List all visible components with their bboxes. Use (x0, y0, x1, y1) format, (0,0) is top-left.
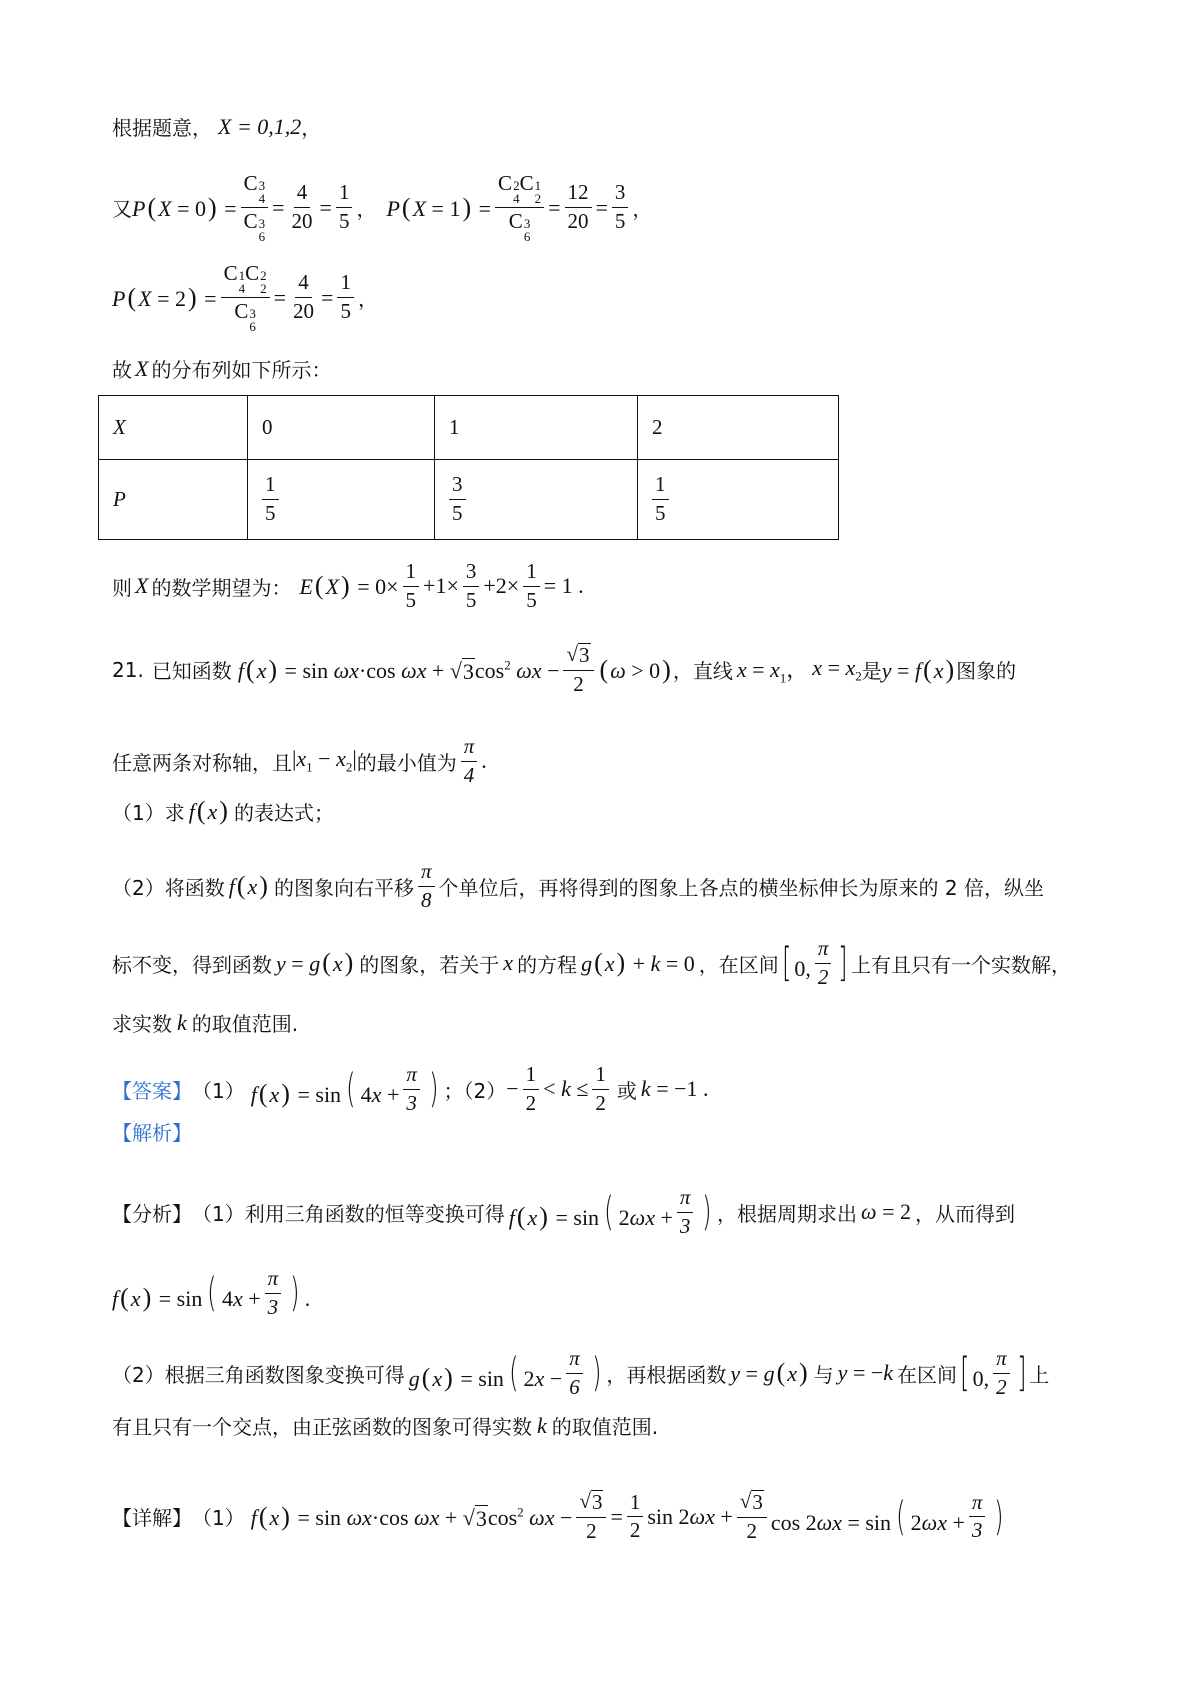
fenxi-text: （1）利用三角函数的恒等变换可得 (192, 1201, 505, 1226)
answer-tag: 【答案】 (112, 1078, 192, 1103)
interval-0-pi2: [ 0, (781, 940, 811, 987)
table-cell: X (99, 396, 248, 460)
axis-x1: $x = x_1$， (736, 656, 809, 686)
part2-text: 的方程 (517, 952, 578, 977)
frac-num: 3 (449, 473, 466, 500)
frac-num: 1 (262, 473, 279, 500)
frac-pi-2: $\frac{\pi}{2}$ (815, 937, 832, 989)
answer-part2-label: ；（2） (443, 1078, 507, 1103)
y-gx: y = g(x) (276, 948, 354, 978)
q21-part1 (112, 796, 334, 826)
table-cell: P (99, 460, 248, 540)
gu-text: 故 (112, 358, 132, 382)
frac-pi-3-b: $\frac{\pi}{3}$ (677, 1186, 694, 1238)
frac-c43-c63: C 3 4 C 3 6 (241, 172, 269, 243)
q21-line-1: 21. 已知函数 f(x) = sin ωx·cos ωx + √ 3 $\cos^2 \omega x$ − √ 3 2 (ω > 0) ，直线 $x = x_1$， $x = x_2$ 是 y = f(x) 图象的 (112, 642, 1017, 696)
frac-1-5-d: $\frac{1}{5}$ (523, 560, 540, 612)
frac-den: 5 (452, 501, 463, 525)
prob-line-1: 又 P(X = 0) = C 3 4 C 3 6 = $\frac{4}{20}$ = $\frac{1}{5}$ ， P(X = 1) = C 2 4 C 1 2 C 3 6 = $\frac{12}{20}$ = $\frac{3}{5}$ ， (112, 171, 653, 244)
fx: f(x) (188, 796, 228, 825)
fx-definition: f(x) = sin ωx·cos ωx + √ 3 $\cos^2 \omega x$ − (237, 654, 560, 684)
frac-4-20: $\frac{4}{20}$ (291, 180, 313, 233)
interval-0-pi2-b: [ 0, (960, 1350, 990, 1397)
frac-sqrt3-2-c: √ 3 2 (737, 1490, 767, 1543)
fenxi-text: ，从而得到 (915, 1201, 1016, 1226)
q21-part2-line2: 标不变，得到函数 y = g(x) 的图象，若关于 x 的方程 g(x) + k = 0 ，在区间 [ 0, $\frac{\pi}{2}$ ] 上有且只有一个实数解， (112, 936, 1072, 989)
frac-num: 1 (652, 473, 669, 500)
part2-text: ，在区间 (698, 952, 779, 977)
prob-line-2: P(X = 2) = C 1 4 C 2 2 C 3 6 = $\frac{4}{20}$ = $\frac{1}{5}$ ， (112, 261, 378, 334)
fenxi-text: （2）根据三角函数图象变换可得 (112, 1362, 405, 1387)
frac-den: 5 (655, 501, 666, 525)
var-x: x (503, 950, 514, 976)
q21-text: 图象的 (956, 659, 1017, 684)
prefix-you: 又 (112, 197, 132, 221)
q21-text: 已知函数 (151, 659, 232, 684)
comma: ， (301, 116, 322, 140)
frac-den: 5 (265, 501, 276, 525)
fenxi-line-1: 【分析】 （1）利用三角函数的恒等变换可得 f(x) = sin ( 2ωx + $\frac{\pi}{3}$ ) ，根据周期求出 ω = 2 ，从而得到 (112, 1185, 1016, 1238)
expectation-text: 的数学期望为： (151, 575, 292, 600)
part2-text: 标不变，得到函数 (112, 952, 272, 977)
y-fx: y = f(x) (881, 654, 955, 684)
detail-part1: （1） (192, 1506, 245, 1531)
part1-label: （1）求 (112, 800, 185, 825)
fenxi-line-4 (112, 1411, 658, 1440)
ze-text: 则 (112, 575, 132, 600)
table-cell: 1 (435, 396, 638, 460)
table-cell: 0 (248, 396, 435, 460)
intro-line (112, 112, 321, 141)
part2-text: 的取值范围. (191, 1012, 299, 1036)
fenxi-text: 与 (813, 1362, 834, 1387)
answer-line: 【答案】 （1） f(x) = sin ( 4x + $\frac{\pi}{3}$ ) ；（2） − $\frac{1}{2}$ < k ≤ $\frac{1}{2}$ 或 k = −1 . (112, 1062, 709, 1115)
fenxi-text: ，再根据函数 (606, 1362, 727, 1387)
y-eq-minus-k: y = −k (837, 1360, 894, 1386)
frac-c41c22-c63: C 1 4 C 2 2 C 3 6 (221, 262, 270, 333)
frac-3-5: $\frac{3}{5}$ (612, 181, 629, 233)
frac-pi-8: $\frac{\pi}{8}$ (418, 860, 435, 912)
part2-text: （2）将函数 (112, 875, 225, 900)
q21-part2-line3 (112, 1008, 298, 1037)
q21-line-2: 任意两条对称轴，且 $|x_1 - x_2|$ 的最小值为 $\frac{\pi}{4}$ . (112, 734, 487, 787)
analysis-line (112, 1117, 192, 1146)
fenxi-text: 的取值范围. (551, 1415, 659, 1439)
frac-1-5-c: $\frac{1}{5}$ (403, 560, 420, 612)
frac-c42c21-c63: C 2 4 C 1 2 C 3 6 (495, 172, 544, 243)
q21-text: ，直线 (672, 659, 733, 684)
table-cell (248, 460, 435, 540)
frac-pi-6: $\frac{\pi}{6}$ (566, 1347, 583, 1399)
expectation-line: 则 X 的数学期望为： E(X) = 0× $\frac{1}{5}$ +1× $\frac{3}{5}$ +2× $\frac{1}{5}$ = 1 . (112, 559, 584, 612)
table-cell: 2 (638, 396, 839, 460)
question-number: 21. (112, 657, 144, 682)
q21-text: 的最小值为 (356, 750, 457, 775)
var-x: X (135, 355, 149, 381)
frac-pi-4: $\frac{\pi}{4}$ (461, 735, 478, 787)
detail-tag: 【详解】 (112, 1506, 192, 1531)
detail-formula: f(x) = sin ωx·cos ωx + √ 3 $\cos^2 \omega x$ − (250, 1501, 573, 1531)
q21-text: 任意两条对称轴，且 (112, 750, 292, 775)
x-values: X = 0,1,2 (218, 113, 302, 139)
q21-text: 是 (861, 659, 882, 684)
fenxi-line-2: f(x) = sin ( 4x + $\frac{\pi}{3}$ ) . (112, 1266, 311, 1319)
frac-pi-2-b: $\frac{\pi}{2}$ (993, 1347, 1010, 1399)
fenxi-text: ，根据周期求出 (717, 1201, 858, 1226)
y-gx-b: y = g(x) (730, 1358, 808, 1388)
omega-eq-2: ω = 2 (861, 1199, 912, 1225)
q21-part2-line1 (112, 860, 1044, 912)
fenxi-text: 有且只有一个交点，由正弦函数的图象可得实数 (112, 1415, 532, 1439)
p-x0-formula: P(X = 0) = (132, 192, 237, 222)
frac-pi-3-c: $\frac{\pi}{3}$ (265, 1267, 282, 1319)
frac-1-2-b: $\frac{1}{2}$ (592, 1063, 609, 1115)
answer-fx: f(x) = sin ( 4x + (250, 1066, 400, 1113)
var-k: k (177, 1009, 187, 1035)
fx-sin-2wx: f(x) = sin ( 2ωx + (508, 1189, 673, 1236)
part2-text: 上有且只有一个实数解， (851, 952, 1072, 977)
equation-gx-k: g(x) + k = 0 (581, 948, 695, 978)
distribution-intro (112, 354, 331, 383)
fx: f(x) (228, 871, 268, 901)
part2-text: 的图象，若关于 (359, 952, 500, 977)
frac-1-2: $\frac{1}{2}$ (523, 1063, 540, 1115)
part2-text: 个单位后，再将得到的图象上各点的横坐标伸长为原来的 2 倍，纵坐 (438, 875, 1044, 900)
part2-text: 求实数 (112, 1012, 172, 1036)
frac-sqrt3-2: √ 3 2 (563, 643, 593, 696)
fenxi-tag: 【分析】 (112, 1201, 192, 1226)
distribution-text: 的分布列如下所示： (151, 358, 332, 382)
part2-text: 的图象向右平移 (273, 875, 414, 900)
answer-or: 或 (616, 1078, 637, 1103)
fenxi-text: 上 (1029, 1362, 1050, 1387)
k-eq-minus1: k = −1 . (640, 1076, 709, 1102)
frac-pi-3: $\frac{\pi}{3}$ (403, 1063, 420, 1115)
frac-1-2-c: $\frac{1}{2}$ (627, 1491, 644, 1543)
table-cell (435, 460, 638, 540)
p-x1-formula: P(X = 1) = (386, 192, 492, 222)
var-k: k (537, 1412, 547, 1438)
table-row (99, 460, 839, 540)
frac-sqrt3-2-b: √ 3 2 (576, 1490, 606, 1543)
table-row (99, 396, 839, 460)
analysis-tag: 【解析】 (112, 1121, 192, 1145)
detail-line: 【详解】 （1） f(x) = sin ωx·cos ωx + √ 3 $\cos^2 \omega x$ − √ 3 2 = $\frac{1}{2}$ sin 2ωx + √ 3 2 cos 2ωx = sin ( 2ωx + $\frac{\pi}{3}$ ) (112, 1489, 1004, 1543)
fx-sin-4x: f(x) = sin ( 4x + (112, 1270, 261, 1317)
intro-text: 根据题意， (112, 116, 212, 140)
table-cell (638, 460, 839, 540)
axis-x2: $x = x_2$ (812, 654, 862, 684)
frac-pi-3-d: $\frac{\pi}{3}$ (969, 1491, 986, 1543)
frac-4-20-b: $\frac{4}{20}$ (293, 270, 315, 323)
frac-3-5-c: $\frac{3}{5}$ (463, 560, 480, 612)
var-x: X (135, 573, 149, 599)
expectation-formula: E(X) = 0× (299, 571, 399, 601)
frac-1-5-b: $\frac{1}{5}$ (337, 271, 354, 323)
fenxi-line-3: （2）根据三角函数图象变换可得 g(x) = sin ( 2x − $\frac{\pi}{6}$ ) ，再根据函数 y = g(x) 与 y = −k 在区间 [ 0, $\frac{\pi}{2}$ ] 上 (112, 1346, 1050, 1399)
abs-x1-x2: $|x_1 - x_2|$ (292, 746, 357, 775)
fenxi-text: 在区间 (897, 1362, 958, 1387)
gx-sin-2x: g(x) = sin ( 2x − (408, 1350, 563, 1397)
p-x2-formula: P(X = 2) = (112, 282, 217, 312)
frac-1-5: $\frac{1}{5}$ (336, 181, 353, 233)
distribution-table (98, 395, 839, 540)
answer-part1-label: （1） (192, 1078, 245, 1103)
part1-text: 的表达式； (233, 800, 334, 825)
frac-12-20: $\frac{12}{20}$ (565, 181, 592, 233)
